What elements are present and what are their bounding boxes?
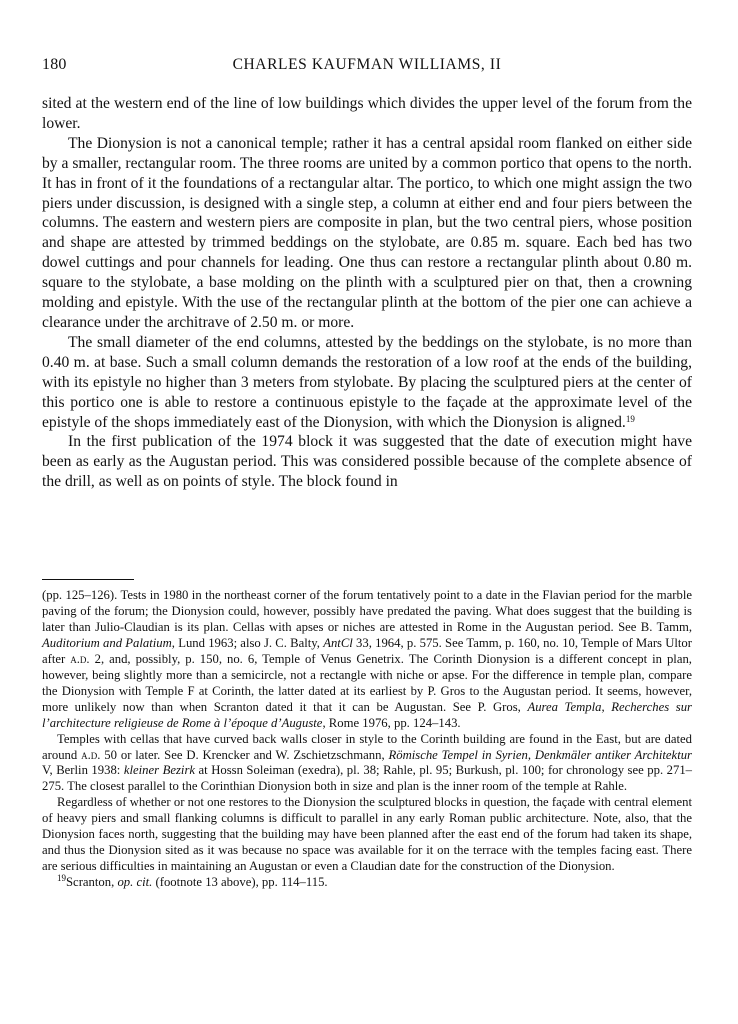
body-text [42,94,692,492]
footnote-rule [42,579,134,580]
footnote-19: $^{19}$Scranton, op. cit. (footnote 13 above), pp. 114–115. [57,873,328,890]
footnote-paragraph-2: Temples with cellas that have curved back walls closer in style to the Corinth building are found in the East, but are dated around a.d. 50 or later. See D. Krencker and W. Zschietzschmann, Römische Tempel in Syrien, Denkmäler antiker Architektur V, Berlin 1938: kleiner Bezirk at Hossn Soleiman (exedra), pl. 38; Rahle, pl. 95; Burkush, pl. 100; for chronology see pp. 271–275. The closest parallel to the Corinthian Dionysion both in size and plan is the inner room of the temple at Rahle. [42,731,693,794]
paragraph-3 [42,333,692,433]
paragraph-1: sited at the western end of the line of low buildings which divides the upper level of the forum from the lower. [42,95,692,132]
paragraph-4: In the first publication of the 1974 block it was suggested that the date of execution might have been as early as the Augustan period. This was considered possible because of the complete absence of the drill, as well as on points of style. The block found in [42,433,692,491]
paragraph-3-text: The small diameter of the end columns, attested by the beddings on the stylobate, is no more than 0.40 m. at base. Such a small column demands the restoration of a low roof at the ends of the building, with its epistyle no higher than 3 meters from stylobate. By placing the sculptured piers at the center of this portico one is able to restore a continuous epistyle to the façade at the approximate level of the epistyle of the shops immediately east of the Dionysion, with which the Dionysion is aligned. [42,333,692,431]
page-number: 180 [42,56,67,73]
page-header [42,56,692,78]
running-head: CHARLES KAUFMAN WILLIAMS, II [232,56,502,73]
footnote-continued: (pp. 125–126). Tests in 1980 in the northeast corner of the forum tentatively point to a date in the Flavian period for the marble paving of the forum; the Dionysion could, however, possibly have predated the paving. What does suggest that the building is later than Julio-Claudian is its plan. Cellas with apses or niches are attested in Rome in the Augustan period. See B. Tamm, Auditorium and Palatium, Lund 1963; also J. C. Balty, AntCl 33, 1964, p. 575. See Tamm, p. 160, no. 10, Temple of Mars Ultor after a.d. 2, and, possibly, p. 150, no. 6, Temple of Venus Genetrix. The Corinth Dionysion is a different concept in plan, however, being slightly more than a semicircle, not a rectangle with niche or apse. For the difference in temple plan, compare the Dionysion with Temple F at Corinth, the latter dated at its earliest by P. Gros to the Augustan period. It seems, however, more unlikely now than when Scranton dated it that it can be Augustan. See P. Gros, Aurea Templa, Recherches sur l’architecture religieuse de Rome à l’époque d’Auguste, Rome 1976, pp. 124–143. [42,588,692,730]
footnotes [42,588,692,891]
footnote-paragraph-3: Regardless of whether or not one restores to the Dionysion the sculptured blocks in question, the façade with central element of heavy piers and small flanking columns is difficult to parallel in any early Roman public architecture. Note, also, that the Dionysion faces north, suggesting that the building may have been planned after the east end of the forum had taken its shape, and thus the Dionysion sited as it was because no space was available for it on the terrace with the temples facing east. There are serious difficulties in maintaining an Augustan or even a Claudian date for the construction of the Dionysion. [42,795,692,874]
footnote-ref-19[interactable]: 19 [625,413,635,424]
paragraph-2: The Dionysion is not a canonical temple; rather it has a central apsidal room flanked on either side by a smaller, rectangular room. The three rooms are united by a common portico that opens to the north. It has in front of it the foundations of a rectangular altar. The portico, to which one might assign the two piers under discussion, is designed with a single step, a column at either end and four piers between the columns. The eastern and western piers are composite in plan, but the two central piers, whose position and shape are attested by trimmed beddings on the stylobate, are 0.85 m. square. Each bed has two dowel cuttings and pour channels for leading. One thus can restore a rectangular plinth about 0.80 m. square to the stylobate, a base molding on the plinth with a sculptured pier on that, then a crowning molding and epistyle. With the use of the rectangular plinth at the bottom of the pier one can achieve a clearance under the architrave of 2.50 m. or more. [42,134,692,331]
